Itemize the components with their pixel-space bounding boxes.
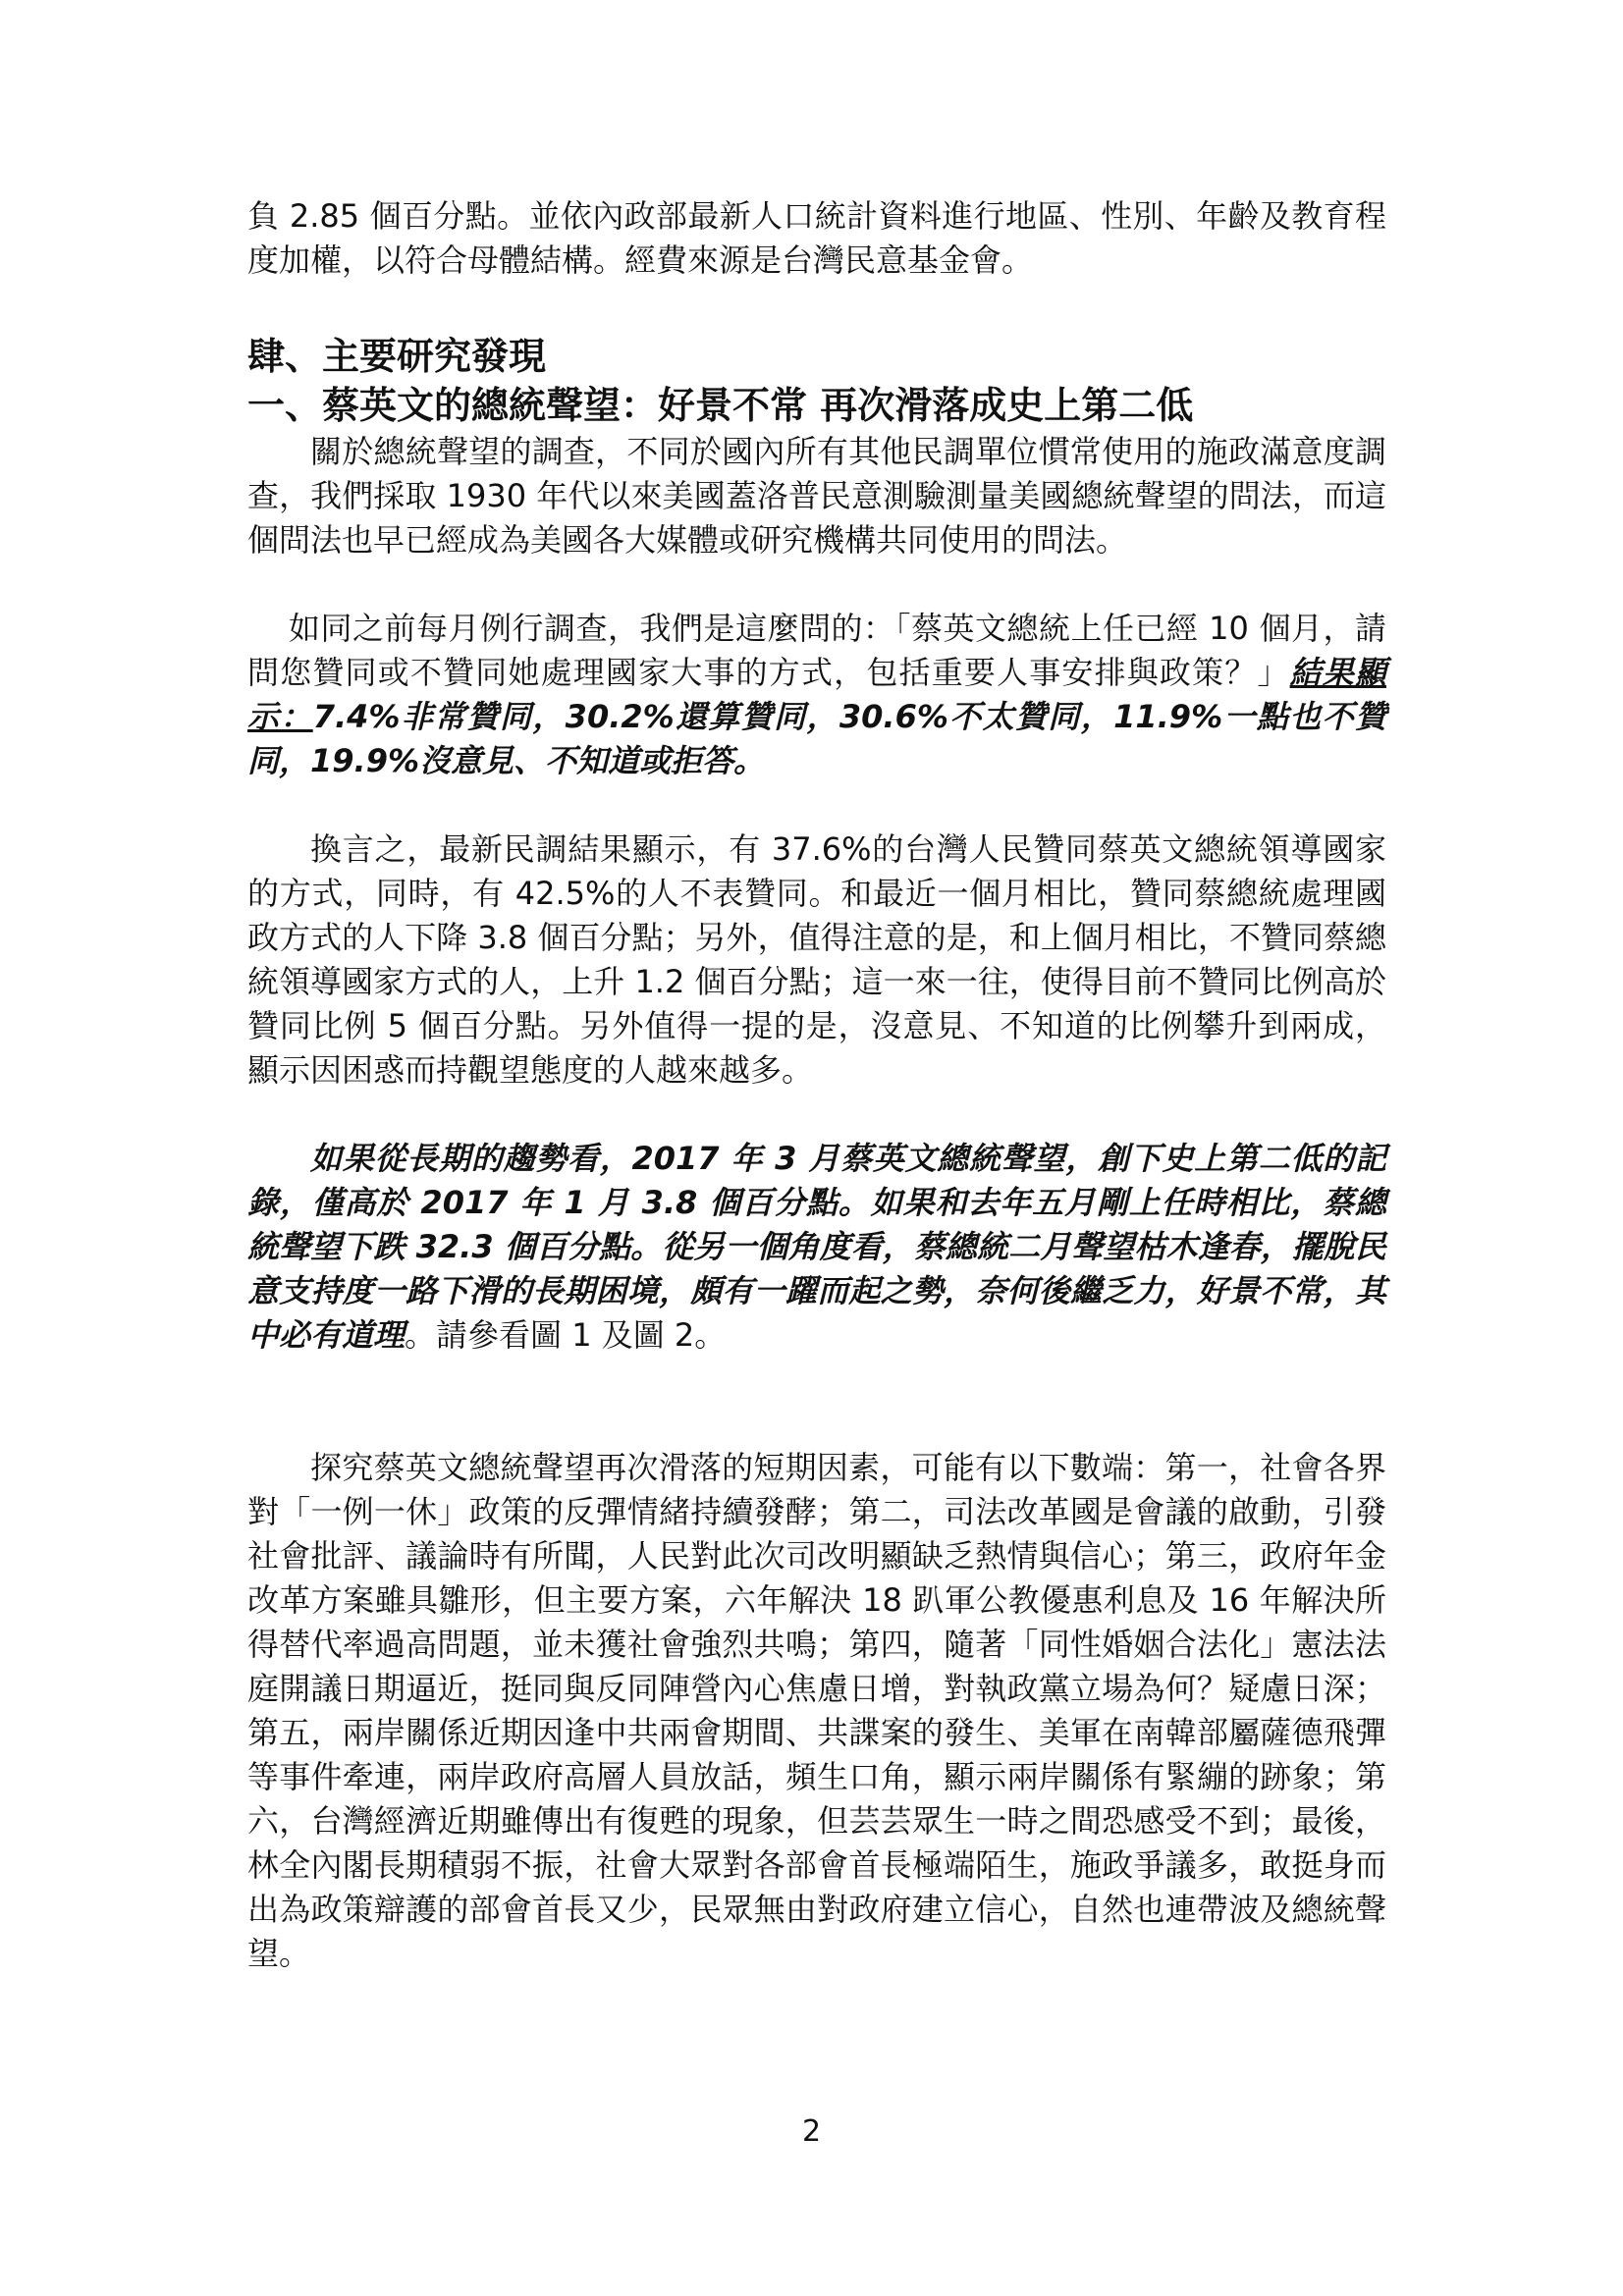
paragraph-analysis: 換言之，最新民調結果顯示，有 37.6%的台灣人民贊同蔡英文總統領導國家的方式，同時，有 42.5%的人不表贊同。和最近一個月相比，贊同蔡總統處理國政方式的人下降 3.8 個百分點；另外，值得注意的是，和上個月相比，不贊同蔡總統領導國家方式的人，上升 1.2 個百分點；這一來一往，使得目前不贊同比例高於贊同比例 5 個百分點。另外值得一提的是，沒意見、不知道的比例攀升到兩成，顯示因困惑而持觀望態度的人越來越多。 <box>247 830 1386 1089</box>
paragraph-gap <box>247 1093 1386 1137</box>
section-title: 肆、主要研究發現 <box>247 335 547 378</box>
paragraph-question <box>247 607 1386 783</box>
result-text: 7.4%非常贊同，30.2%還算贊同，30.6%不太贊同，11.9%一點也不贊同，19.9%沒意見、不知道或拒答。 <box>247 698 1386 779</box>
document-body <box>247 194 1386 1976</box>
paragraph-factors: 探究蔡英文總統聲望再次滑落的短期因素，可能有以下數端：第一，社會各界對「一例一休」政策的反彈情緒持續發酵；第二，司法改革國是會議的啟動，引發社會批評、議論時有所聞，人民對此次司改明顯缺乏熱情與信心；第三，政府年金改革方案雖具雛形，但主要方案，六年解決 18 趴軍公教優惠利息及 16 年解決所得替代率過高問題，並未獲社會強烈共鳴；第四，隨著「同性婚姻合法化」憲法法庭開議日期逼近，挺同與反同陣營內心焦慮日增，對執政黨立場為何？疑慮日深；第五，兩岸關係近期因逢中共兩會期間、共諜案的發生、美軍在南韓部屬薩德飛彈等事件牽連，兩岸政府高層人員放話，頻生口角，顯示兩岸關係有緊繃的跡象；第六，台灣經濟近期雖傳出有復甦的現象，但芸芸眾生一時之間恐感受不到；最後，林全內閣長期積弱不振，社會大眾對各部會首長極端陌生，施政爭議多，敢挺身而出為政策辯護的部會首長又少，民眾無由對政府建立信心，自然也連帶波及總統聲望。 <box>247 1449 1386 1972</box>
trend-bold-text: 如果從長期的趨勢看，2017 年 3 月蔡英文總統聲望，創下史上第二低的記錄，僅高於 2017 年 1 月 3.8 個百分點。如果和去年五月剛上任時相比，蔡總統聲望下跌 32.3 個百分點。從另一個角度看，蔡總統二月聲望枯木逢春，擺脫民意支持度一路下滑的長期困境，頗有一躍而起之勢，奈何後繼乏力，好景不常，其中必有道理 <box>247 1140 1386 1354</box>
trend-figure-reference: 。請參看圖 1 及圖 2。 <box>405 1316 727 1354</box>
question-text: 如同之前每月例行調查，我們是這麼問的：「蔡英文總統上任已經 10 個月，請問您贊同或不贊同她處理國家大事的方式，包括重要人事安排與政策？」 <box>247 610 1386 691</box>
paragraph-gap <box>247 562 1386 607</box>
section-subtitle: 一、蔡英文的總統聲望：好景不常 再次滑落成史上第二低 <box>247 384 1194 427</box>
page-number: 2 <box>801 2114 822 2149</box>
paragraph-gap <box>247 783 1386 828</box>
intro-paragraph: 負 2.85 個百分點。並依內政部最新人口統計資料進行地區、性別、年齡及教育程度加權，以符合母體結構。經費來源是台灣民意基金會。 <box>247 197 1386 279</box>
paragraph-trend <box>247 1137 1386 1358</box>
paragraph-gap <box>247 1358 1386 1446</box>
paragraph-method: 關於總統聲望的調查，不同於國內所有其他民調單位慣常使用的施政滿意度調查，我們採取 1930 年代以來美國蓋洛普民意測驗測量美國總統聲望的問法，而這個問法也早已經成為美國各大媒體或研究機構共同使用的問法。 <box>247 433 1386 559</box>
result-label: 結果顯示： <box>247 654 1386 735</box>
